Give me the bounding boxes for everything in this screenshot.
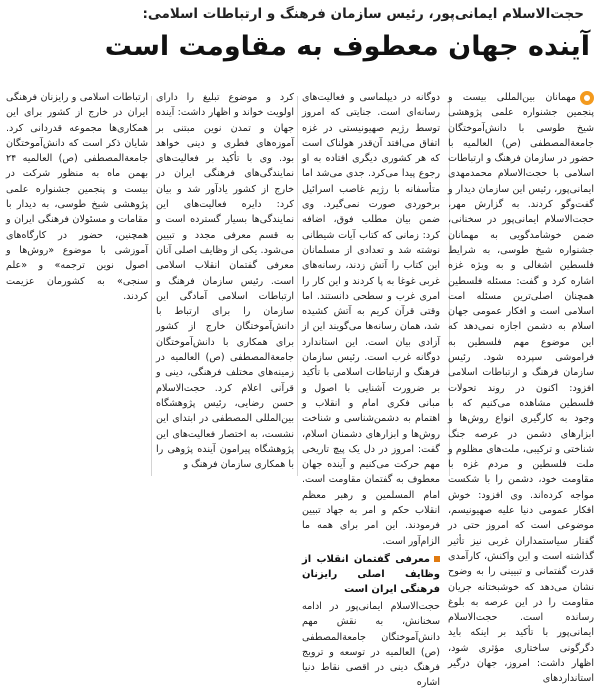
body-paragraph: کرد و موضوع تبلیغ را دارای اولویت خواند و اظهار داشت: آینده جهان و تمدن نوین مبتنی بر آموزه‌های فطری و دینی خواهد بود. وی با تأکید بر فعالیت‌های نمایندگی‌های فرهنگی ایران در خارج از کشور یادآور شد و بیان کرد: دایره فعالیت‌های این نمایندگی‌ها بسیار گسترده است و به قسم معرفی مجدد و تبیین می‌شود. یکی از وظایف اصلی آنان معرفی گفتمان انقلاب اسلامی است. رئیس سازمان فرهنگ و ارتباطات اسلامی آمادگی این سازمان را برای ارتباط با دانش‌آموختگان خارج از کشور برای همکاری با دانش‌آموختگان جامعةالمصطفی (ص) العالمیه در زمینه‌های مختلف فرهنگی، دینی و قرآنی اعلام کرد. حجت‌الاسلام حسن رضایی، رئیس پژوهشگاه بین‌المللی المصطفی در ابتدای این نشست، به اختصار فعالیت‌های این پژوهشگاه پیرامون آینده پژوهی را با همکاری سازمان فرهنگ و: [156, 92, 294, 471]
body-column-3: [156, 90, 294, 482]
body-paragraph: دوگانه در دیپلماسی و فعالیت‌های رسانه‌ای است. جنایتی که امروز توسط رژیم صهیونیستی در غزه اتفاق می‌افتد آن‌قدر هولناک است که هر کشوری دیگری افتاده به او رجوع پیدا می‌کرد. جدی می‌شد اما متأسفانه با رژیم غاصب اسرائیل برخوردی صورت نمی‌گیرد. وی ضمن بیان مطلب فوق، اضافه کرد: زمانی که کتاب آیات شیطانی نوشته شد و تعدادی از مسلمانان این کتاب را آتش زدند، رسانه‌های غربی غوغا به پا کردند و این کار را امری غرب و سطحی دانستند. اما وقتی قرآن کریم به آتش کشیده شد، همان رسانه‌ها می‌گویند این از آزادی بیان است. این استاندارد دوگانه غرب است. رئیس سازمان فرهنگ و ارتباطات اسلامی با تأکید بر ضرورت آشنایی با اصول و مبانی فکری امام و انقلاب و اهتمام به دشمن‌شناسی و شناخت روش‌ها و ابزارهای دشمنان اسلام، گفت: امروز در دل یک پیچ تاریخی مهم حرکت می‌کنیم و آینده جهان معطوف به گفتمان مقاومت است. امام المسلمین و رهبر معظم انقلاب حکم و امر به جهاد تبیین فرمودند. این امر برای همه ما الزام‌آور است.: [302, 92, 440, 547]
body-paragraph: حجت‌الاسلام ایمانی‌پور در ادامه سخنانش، به نقش مهم دانش‌آموختگان جامعةالمصطفی (ص) العالمیه در توسعه و ترویج فرهنگ دینی در اقصی نقاط دنیا اشاره: [302, 600, 440, 689]
body-paragraph: ارتباطات اسلامی و رایزنان فرهنگی ایران در خارج از کشور برای این همکاری‌ها مجموعه قدردانی کرد. شایان ذکر است که دانش‌آموختگان جامعةالمصطفی (ص) العالمیه ۲۴ بهمن ماه به منظور شرکت در بیست و پنجمین جشنواره علمی پژوهشی شیخ طوسی، به دیدار با مقامات و مسئولان فرهنگی ایران و همچنین، حضور در کارگاه‌های آموزشی با موضوع «روش‌ها و اصول نوین ترجمه» و «علم سنجی» به کشورمان عزیمت کردند.: [6, 92, 148, 302]
article-body: [6, 90, 594, 689]
body-paragraph: مهمانان بین‌المللی بیست و پنجمین جشنواره علمی پژوهشی شیخ طوسی با دانش‌آموختگان جامعةالمصطفی (ص) العالمیه با حضور در سازمان فرهنگ و ارتباطات اسلامی با حجت‌الاسلام محمدمهدی ایمانی‌پور، رئیس این سازمان دیدار و گفت‌وگو کردند. به گزارش مهر، حجت‌الاسلام ایمانی‌پور در سخنانی، ضمن خوشامدگویی به مهمانان جشنواره شیخ طوسی، به شرایط فلسطین اشغالی و به ویژه غزه اشاره کرد و گفت: مسئله فلسطین همچنان اصلی‌ترین مسئله امت اسلامی است و افکار عمومی جهان اسلام به دشمن اجازه نمی‌دهد که این موضوع مهم فلسطین به فراموشی سپرده شود. رئیس سازمان فرهنگ و ارتباطات اسلامی افزود: اکنون در روند تحولات فلسطین مشاهده می‌کنیم که با وجود به کارگیری انواع روش‌ها و ابزارهای دشمن در عرصه جنگ شناختی و ترکیبی، ملت‌های مظلوم و ملت فلسطین و مردم غزه با مقاومت خود، دشمن را با شکست مواجه کرده‌اند. وی افزود: خوش افکار عمومی دنیا علیه صهیونیسم، موضوعی است که امروز حتی در گفتار سیاستمداران غربی نیز تأثیر گذاشته است و این واکنش، کارآمدی قدرت گفتمانی و تبیینی را به وضوح نشان می‌دهد که خوشبختانه جریان مقاومت را در این عرصه به بلوغ رسانده است. حجت‌الاسلام ایمانی‌پور با تأکید بر اینکه باید دگرگونی ساختاری مؤثری شود، اظهار داشت: امروز، جهان درگیر استاندارد‌های: [448, 92, 594, 685]
article-subheading: [302, 552, 440, 597]
agency-logo-icon: [580, 91, 594, 105]
subheading-text: معرفی گفتمان انقلاب از وظایف اصلی رایزنان فرهنگی ایران است: [302, 553, 440, 595]
article-kicker: حجت‌الاسلام ایمانی‌پور، رئیس سازمان فرهنگ و ارتباطات اسلامی:: [142, 6, 584, 22]
body-column-1: [448, 90, 594, 685]
article-headline: آینده جهان معطوف به مقاومت است: [104, 31, 590, 62]
body-column-4: [6, 90, 148, 482]
square-bullet-icon: [434, 556, 440, 562]
body-column-2: [302, 90, 440, 689]
